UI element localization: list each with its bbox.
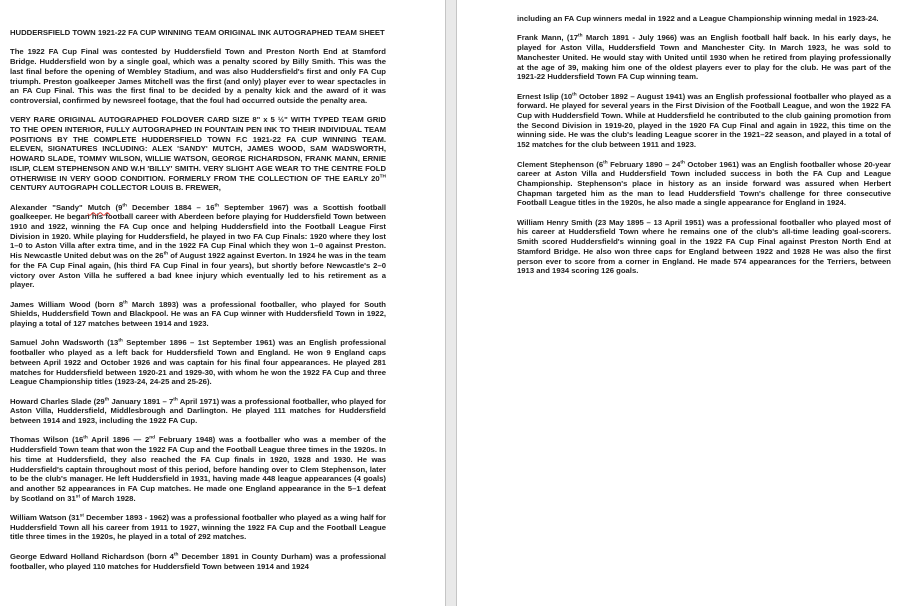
- para-item-description[interactable]: VERY RARE ORIGINAL AUTOGRAPHED FOLDOVER CARD SIZE 8" x 5 ½" WITH TYPED TEAM GRID TO THE OPEN INTERIOR, FULLY AUTOGRAPHED IN FOUNTAIN PEN INK TO THEIR INDIVIDUAL TEAM POSITIONS BY THE COMPLETE HUDDERSFIELD TOWN F.C 1921-22 FA CUP WINNING TEAM. ELEVEN, SIGNATURES INCLUDING: ALEX 'SANDY' MUTCH, JAMES WOOD, SAM WADSWORTH, HOWARD SLADE, TOMMY WILSON, WILLIE WATSON, GEORGE RICHARDSON, FRANK MANN, ERNIE ISLIP, CLEM STEPHENSON AND W.H 'BILLY' SMITH. VERY SLIGHT AGE WEAR TO THE CENTRE FOLD OTHERWISE IN VERY GOOD CONDITION. FORMERLY FROM THE COLLECTION OF THE EARLY 20TH CENTURY AUTOGRAPH COLLECTOR LOUIS B. FREWER,: [10, 115, 386, 193]
- document-page-left[interactable]: [10, 28, 386, 581]
- para-wilson-bio[interactable]: Thomas Wilson (16th April 1896 — 2nd February 1948) was a footballer who was a member of the Huddersfield Town team that won the 1922 FA Cup and the Football League three times in the 1920s. In his time at Huddersfield, they also reached the FA Cup finals in 1920, 1928 and 1930. He was Huddersfield's captain throughout most of this period, before handing over to Clem Stephenson, later to be the club's manager. He left Huddersfield in 1931, having made 448 league appearances (4 goals) and another 52 appearances in FA Cup matches. He made one England appearance in the 5–1 defeat by Scotland on 31st of March 1928.: [10, 435, 387, 503]
- para-wood-bio[interactable]: James William Wood (born 8th March 1893) was a professional footballer, who played for South Shields, Huddersfield Town and Blackpool. He was an FA Cup winner with Huddersfield Town in 1922, playing a total of 127 matches between 1914 and 1923.: [10, 299, 386, 329]
- document-title[interactable]: HUDDERSFIELD TOWN 1921-22 FA CUP WINNING TEAM ORIGINAL INK AUTOGRAPHED TEAM SHEET: [10, 28, 385, 37]
- document-page-right[interactable]: [517, 14, 891, 286]
- para-cup-final-intro[interactable]: The 1922 FA Cup Final was contested by Huddersfield Town and Preston North End at Stamford Bridge. Huddersfield won by a single goal, which was a penalty scored by Billy Smith. This was the last final before the opening of Wembley Stadium, and was also Huddersfield's first and only FA Cup triumph. Preston goalkeeper James Mitchell was the first (and only) player ever to wear spectacles in an FA Cup Final. This was the first final to be decided by a penalty kick and the award of it was controversial, confirmed by newsreel footage, that the foul had occurred outside the penalty area.: [10, 47, 386, 105]
- para-watson-bio[interactable]: William Watson (31st December 1893 - 1962) was a professional footballer who played as a wing half for Huddersfield Town all his career from 1911 to 1927, winning the 1922 FA Cup and the Football League title three times in the 1920s, he played in a total of 292 matches.: [10, 513, 386, 542]
- page-gutter-divider: [445, 0, 457, 606]
- para-richardson-bio-continued[interactable]: including an FA Cup winners medal in 1922 and a League Championship winning medal in 1923-24.: [517, 14, 879, 23]
- para-stephenson-bio[interactable]: Clement Stephenson (6th February 1890 – 24th October 1961) was an English footballer whose 20-year career at Aston Villa and Huddersfield Town included success in both the FA Cup and League Championship. Stephenson's place in history as an inside forward was assured when Herbert Chapman targeted him as the man to lead Huddersfield Town's challenge for three consecutive Football League titles in the 1920s, he also made a single appearance for England in 1924.: [517, 159, 891, 208]
- para-mann-bio[interactable]: Frank Mann, (17th March 1891 - July 1966) was an English football half back. In his early days, he played for Aston Villa, Huddersfield Town and Manchester City. In March 1923, he was sold to Manchester United. He would stay with United until 1930 when he retired from playing professionally at the age of 39, making him one of the oldest players ever to play for the club. He was part of the 1921-22 Huddersfield Town FA Cup winning team.: [517, 33, 892, 82]
- para-richardson-bio[interactable]: George Edward Holland Richardson (born 4th December 1891 in County Durham) was a professional footballer, who played 110 matches for Huddersfield Town between 1914 and 1924: [10, 551, 387, 571]
- para-smith-bio[interactable]: William Henry Smith (23 May 1895 – 13 April 1951) was a professional footballer who played most of his career at Huddersfield Town where he remains one of the club's all-time leading goal-scorers. Smith scored Huddersfield's winning goal in the 1922 FA Cup Final against Preston North End at Stamford Bridge. He also won three caps for England between 1922 and 1928 He was also the first person ever to score from a corner in England. He made 574 appearances for the Terriers, between 1913 and 1934 scoring 126 goals.: [517, 217, 891, 276]
- para-islip-bio[interactable]: Ernest Islip (10th October 1892 – August 1941) was an English professional footballer who played as a forward. He played for several years in the First Division of the Football League, and won the 1922 FA Cup with Huddersfield Town. While at Huddersfield he contributed to the club gaining promotion from the Second Division in 1919-20, played in the 1920 FA Cup Final and again in 1922, this time on the winning side. He was the club's leading League scorer in the 1921–22 season, and played in a total of 152 matches for the club between 1911 and 1923.: [517, 91, 892, 150]
- para-wadsworth-bio[interactable]: Samuel John Wadsworth (13th September 1896 – 1st September 1961) was an English professional footballer who played as a left back for Huddersfield Town and England. He won 9 England caps between April 1922 and October 1926 and was captain for his final four appearances. He played 281 matches for Huddersfield between 1920-21 and 1929-30, with whom he won the 1922 FA Cup and three League Championship titles (1923-24, 24-25 and 25-26).: [10, 338, 386, 387]
- para-mutch-bio[interactable]: Alexander "Sandy" Mutch (9th December 1884 – 16th September 1967) was a Scottish football goalkeeper. He began his football career with Aberdeen before playing for Huddersfield Town between 1910 and 1922, winning the FA Cup once and helping Huddersfield into the Football League First Division in 1920. While playing for Huddersfield, he played in two FA Cup Finals: 1920 where they lost 1–0 to Aston Villa after extra time, and in the 1922 FA Cup Final which they won 1–0 against Preston. His Newcastle United debut was on the 26th of August 1922 against Everton. In 1924 he was in the team for the FA Cup Final again, (his third FA Cup Final in four years), but shortly before Newcastle's 2–0 victory over Aston Villa he suffered a bad knee injury which eventually led to his retirement as a player.: [10, 202, 386, 290]
- para-slade-bio[interactable]: Howard Charles Slade (29th January 1891 – 7th April 1971) was a professional footballer, who played for Aston Villa, Huddersfield, Middlesbrough and Darlington. He played 111 matches for Huddersfield between 1914 and 1923, including the 1922 FA Cup.: [10, 396, 386, 426]
